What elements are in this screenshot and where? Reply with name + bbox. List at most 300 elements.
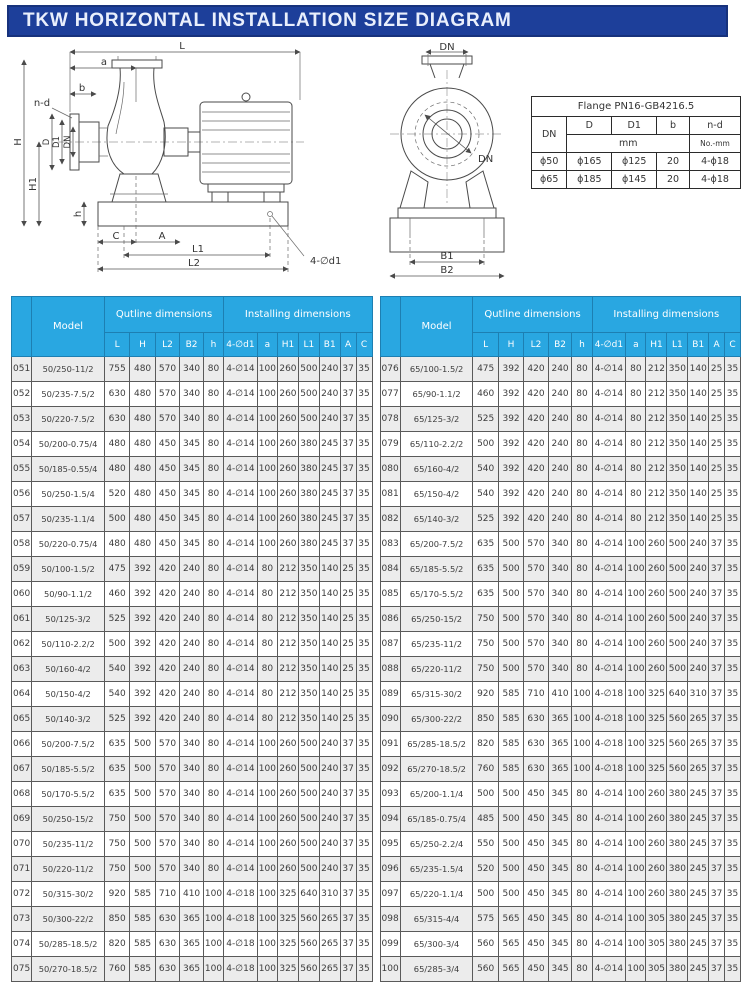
dim-cell: 37 [709,907,725,932]
table-row [12,582,373,607]
flange-b-cell: 20 [657,171,690,189]
dim-cell: 100 [257,407,277,432]
dim-cell: 212 [646,482,667,507]
table-row [380,832,741,857]
dim-cell: 35 [725,432,741,457]
model-cell: 50/300-22/2 [32,907,105,932]
dim-cell: 570 [524,632,549,657]
flange-table-title: Flange PN16-GB4216.5 [532,97,741,117]
model-cell: 65/300-3/4 [400,932,473,957]
dim-cell: 585 [130,932,155,957]
dim-cell: 4-∅14 [224,832,258,857]
dim-cell: 820 [104,932,129,957]
model-cell: 50/235-7.5/2 [32,382,105,407]
dim-cell: 392 [498,432,523,457]
row-number: 057 [12,507,32,532]
model-cell: 65/170-5.5/2 [400,582,473,607]
dim-cell: 140 [688,457,709,482]
dim-cell: 80 [572,807,592,832]
dim-cell: 420 [155,607,180,632]
dim-cell: 540 [104,657,129,682]
row-number: 082 [380,507,400,532]
dim-cell: 4-∅18 [224,907,258,932]
col-header-H1: H1 [646,333,667,357]
dim-label-b: b [78,83,86,94]
col-header-number [380,297,400,357]
row-number: 090 [380,707,400,732]
dim-label-D: D [42,138,52,146]
dim-cell: 80 [572,782,592,807]
dim-cell: 560 [298,932,319,957]
dim-cell: 500 [498,657,523,682]
dim-cell: 365 [180,907,204,932]
col-header-L: L [473,333,498,357]
dim-cell: 392 [130,632,155,657]
dim-cell: 480 [130,507,155,532]
dim-cell: 365 [548,732,572,757]
dim-cell: 35 [356,707,372,732]
table-row [380,707,741,732]
table-row [380,932,741,957]
dim-cell: 37 [709,732,725,757]
dim-cell: 260 [277,532,298,557]
dim-cell: 35 [356,882,372,907]
dim-cell: 37 [709,682,725,707]
table-row [380,357,741,382]
model-cell: 65/315-30/2 [400,682,473,707]
dim-cell: 240 [319,757,340,782]
dim-cell: 37 [340,482,356,507]
table-row [12,882,373,907]
dim-cell: 240 [548,482,572,507]
dim-cell: 100 [257,907,277,932]
dim-cell: 420 [524,457,549,482]
dim-cell: 500 [130,782,155,807]
dim-cell: 260 [277,857,298,882]
dim-cell: 570 [155,732,180,757]
model-cell: 50/90-1.1/2 [32,582,105,607]
col-header-C: C [356,333,372,357]
row-number: 060 [12,582,32,607]
model-cell: 50/235-11/2 [32,832,105,857]
dim-cell: 260 [646,557,667,582]
dim-cell: 100 [626,907,646,932]
dim-cell: 240 [319,807,340,832]
dim-cell: 420 [524,507,549,532]
dim-cell: 500 [298,857,319,882]
title-bar [7,5,728,37]
dim-cell: 310 [319,882,340,907]
model-cell: 65/185-5.5/2 [400,557,473,582]
dim-cell: 365 [548,707,572,732]
dim-cell: 480 [130,407,155,432]
dim-cell: 35 [356,382,372,407]
dim-cell: 35 [725,582,741,607]
model-cell: 65/150-4/2 [400,482,473,507]
dim-cell: 100 [626,607,646,632]
dim-label-DN-top: DN [439,42,455,53]
dim-cell: 35 [725,682,741,707]
dim-cell: 4-∅14 [592,532,626,557]
dim-cell: 140 [688,357,709,382]
dim-cell: 37 [340,532,356,557]
dim-cell: 240 [548,382,572,407]
dim-cell: 100 [626,757,646,782]
dim-label-L1: L1 [192,244,204,255]
dim-cell: 25 [340,582,356,607]
dim-cell: 350 [298,607,319,632]
model-cell: 50/315-30/2 [32,882,105,907]
dim-cell: 100 [572,732,592,757]
model-cell: 50/150-4/2 [32,682,105,707]
dim-cell: 550 [473,832,498,857]
dim-cell: 500 [498,632,523,657]
dim-cell: 500 [130,807,155,832]
dim-cell: 420 [155,657,180,682]
dim-cell: 820 [473,732,498,757]
dim-cell: 240 [688,532,709,557]
dim-cell: 260 [646,782,667,807]
dimensions-table-right [380,296,741,982]
dim-cell: 325 [646,732,667,757]
table-row [12,857,373,882]
dim-cell: 100 [257,507,277,532]
dim-cell: 240 [319,832,340,857]
dim-cell: 340 [548,532,572,557]
dim-cell: 100 [626,782,646,807]
row-number: 059 [12,557,32,582]
row-number: 055 [12,457,32,482]
dim-cell: 240 [688,582,709,607]
dim-cell: 750 [473,607,498,632]
row-number: 099 [380,932,400,957]
dim-cell: 240 [319,782,340,807]
dim-cell: 585 [498,682,523,707]
dim-cell: 4-∅14 [224,707,258,732]
dim-cell: 140 [688,482,709,507]
dim-cell: 35 [725,882,741,907]
dim-cell: 585 [498,707,523,732]
dim-cell: 35 [356,832,372,857]
dim-cell: 350 [667,432,688,457]
flange-d-cell: ϕ185 [567,171,612,189]
dim-cell: 340 [180,357,204,382]
flange-col-d: D [567,117,612,135]
dim-cell: 35 [356,807,372,832]
dim-cell: 260 [277,482,298,507]
dim-cell: 350 [667,382,688,407]
dim-cell: 750 [104,807,129,832]
dim-cell: 525 [473,507,498,532]
row-number: 051 [12,357,32,382]
dim-cell: 345 [180,507,204,532]
dim-cell: 140 [688,382,709,407]
dim-cell: 450 [155,432,180,457]
dim-cell: 365 [180,957,204,982]
row-number: 074 [12,932,32,957]
dim-cell: 245 [688,782,709,807]
dim-cell: 80 [626,482,646,507]
dim-cell: 140 [688,432,709,457]
dim-cell: 560 [298,907,319,932]
dim-cell: 37 [709,782,725,807]
model-cell: 50/250-11/2 [32,357,105,382]
dim-cell: 392 [130,707,155,732]
dim-cell: 35 [356,957,372,982]
dim-cell: 35 [356,532,372,557]
model-cell: 50/140-3/2 [32,707,105,732]
dim-cell: 500 [498,782,523,807]
model-cell: 65/200-7.5/2 [400,532,473,557]
dim-cell: 500 [298,807,319,832]
dim-cell: 212 [646,457,667,482]
dim-cell: 80 [203,357,223,382]
dim-cell: 4-∅14 [592,832,626,857]
dim-cell: 35 [356,732,372,757]
dim-cell: 80 [572,507,592,532]
dim-cell: 500 [498,857,523,882]
dim-cell: 100 [626,832,646,857]
dim-cell: 260 [646,632,667,657]
dim-label-h: h [73,210,84,218]
dim-cell: 345 [548,882,572,907]
dim-cell: 500 [130,857,155,882]
dim-cell: 100 [626,857,646,882]
dim-cell: 4-∅18 [592,707,626,732]
dim-cell: 500 [298,757,319,782]
dim-cell: 25 [340,707,356,732]
dim-cell: 4-∅14 [592,607,626,632]
dim-cell: 520 [104,482,129,507]
dim-cell: 4-∅14 [592,432,626,457]
dim-cell: 35 [356,682,372,707]
dim-cell: 350 [298,707,319,732]
flange-nd-cell: 4-ϕ18 [689,153,740,171]
dim-cell: 4-∅14 [592,932,626,957]
col-header-model: Model [400,297,473,357]
dim-cell: 450 [155,457,180,482]
dim-cell: 365 [548,757,572,782]
dim-cell: 345 [548,957,572,982]
dim-cell: 500 [298,732,319,757]
dim-cell: 80 [257,682,277,707]
dim-cell: 350 [298,557,319,582]
dim-cell: 25 [709,482,725,507]
dim-cell: 260 [646,657,667,682]
dim-cell: 570 [524,582,549,607]
dim-cell: 245 [688,857,709,882]
dim-cell: 345 [548,932,572,957]
dim-cell: 525 [104,607,129,632]
dim-cell: 500 [473,782,498,807]
dim-cell: 80 [203,432,223,457]
dim-cell: 37 [340,782,356,807]
model-cell: 50/250-15/2 [32,807,105,832]
col-header-A: A [709,333,725,357]
dim-cell: 4-∅14 [224,582,258,607]
model-cell: 50/220-11/2 [32,857,105,882]
dim-cell: 100 [257,857,277,882]
model-cell: 65/235-11/2 [400,632,473,657]
page-title: TKW HORIZONTAL INSTALLATION SIZE DIAGRAM [23,10,512,31]
dim-cell: 37 [340,807,356,832]
dim-cell: 570 [524,657,549,682]
dim-cell: 340 [548,632,572,657]
dim-cell: 80 [572,632,592,657]
dim-cell: 240 [548,432,572,457]
dim-cell: 480 [104,432,129,457]
dim-cell: 380 [298,532,319,557]
dim-cell: 35 [356,482,372,507]
col-header-L2: L2 [155,333,180,357]
dim-cell: 260 [277,807,298,832]
dim-cell: 260 [277,357,298,382]
col-header-outline: Qutline dimensions [473,297,592,333]
dim-cell: 265 [319,932,340,957]
dim-cell: 500 [667,632,688,657]
dim-cell: 80 [203,807,223,832]
dim-cell: 525 [104,707,129,732]
dim-cell: 212 [277,657,298,682]
dim-cell: 4-∅18 [224,932,258,957]
table-row [380,682,741,707]
dim-cell: 4-∅18 [592,757,626,782]
dim-cell: 570 [155,832,180,857]
dim-cell: 100 [626,882,646,907]
dim-cell: 340 [548,607,572,632]
flange-d1-cell: ϕ145 [612,171,657,189]
dim-cell: 212 [277,607,298,632]
row-number: 098 [380,907,400,932]
col-header-installing: Installing dimensions [592,297,740,333]
dim-cell: 4-∅18 [592,732,626,757]
row-number: 080 [380,457,400,482]
dim-cell: 37 [709,807,725,832]
dim-cell: 540 [104,682,129,707]
dim-cell: 850 [104,907,129,932]
dim-cell: 80 [203,757,223,782]
dim-cell: 35 [356,932,372,957]
dim-cell: 35 [356,557,372,582]
dim-cell: 392 [130,557,155,582]
dim-cell: 570 [155,407,180,432]
dim-cell: 525 [473,407,498,432]
dim-cell: 35 [725,382,741,407]
dim-cell: 392 [498,357,523,382]
dim-cell: 37 [340,882,356,907]
table-row [12,457,373,482]
dim-cell: 585 [130,882,155,907]
dim-cell: 345 [548,807,572,832]
dim-cell: 480 [130,532,155,557]
model-cell: 65/285-18.5/2 [400,732,473,757]
dim-cell: 570 [155,782,180,807]
dim-cell: 380 [667,907,688,932]
dim-cell: 100 [257,757,277,782]
row-number: 087 [380,632,400,657]
dim-cell: 100 [572,682,592,707]
dim-cell: 4-∅18 [224,882,258,907]
dim-cell: 4-∅14 [224,607,258,632]
dim-cell: 630 [155,932,180,957]
dim-cell: 212 [646,432,667,457]
dim-cell: 570 [155,357,180,382]
dim-cell: 635 [473,532,498,557]
dim-cell: 37 [340,857,356,882]
table-row [380,482,741,507]
dim-cell: 560 [473,957,498,982]
dim-cell: 80 [626,507,646,532]
dim-cell: 420 [155,707,180,732]
dim-cell: 570 [155,757,180,782]
dim-cell: 80 [572,607,592,632]
dim-cell: 420 [524,482,549,507]
table-row [12,707,373,732]
dim-cell: 25 [340,632,356,657]
dim-cell: 140 [319,707,340,732]
dim-cell: 35 [725,832,741,857]
dim-cell: 80 [626,407,646,432]
dim-cell: 80 [203,857,223,882]
row-number: 064 [12,682,32,707]
dim-cell: 450 [155,507,180,532]
dimensions-table-left [11,296,373,982]
dim-cell: 4-∅14 [592,407,626,432]
dim-cell: 920 [104,882,129,907]
dim-cell: 500 [498,607,523,632]
dim-cell: 630 [524,757,549,782]
row-number: 091 [380,732,400,757]
flange-nd-cell: 4-ϕ18 [689,171,740,189]
dim-cell: 37 [709,832,725,857]
dim-cell: 80 [257,707,277,732]
dim-cell: 240 [180,707,204,732]
dim-cell: 575 [473,907,498,932]
col-header-H: H [498,333,523,357]
dim-cell: 392 [498,382,523,407]
dim-cell: 245 [688,882,709,907]
dim-cell: 100 [203,882,223,907]
dim-cell: 4-∅14 [224,457,258,482]
dim-cell: 265 [319,907,340,932]
col-header-h: h [572,333,592,357]
dim-cell: 340 [180,382,204,407]
dim-cell: 4-∅14 [592,457,626,482]
dim-cell: 305 [646,957,667,982]
dim-cell: 4-∅14 [224,732,258,757]
dim-cell: 80 [572,582,592,607]
dim-cell: 100 [257,532,277,557]
row-number: 089 [380,682,400,707]
flange-unit-mm: mm [567,135,690,153]
row-number: 094 [380,807,400,832]
dim-cell: 420 [524,407,549,432]
dim-cell: 35 [725,607,741,632]
model-cell: 65/160-4/2 [400,457,473,482]
dim-cell: 25 [340,557,356,582]
table-row [12,782,373,807]
dim-cell: 380 [667,832,688,857]
dim-cell: 80 [203,382,223,407]
dim-cell: 755 [104,357,129,382]
dim-cell: 585 [130,907,155,932]
dim-cell: 380 [667,932,688,957]
col-header-L1: L1 [298,333,319,357]
dim-label-DN-radial: DN [478,154,494,165]
model-cell: 50/220-0.75/4 [32,532,105,557]
dim-cell: 100 [572,757,592,782]
dim-cell: 560 [667,732,688,757]
